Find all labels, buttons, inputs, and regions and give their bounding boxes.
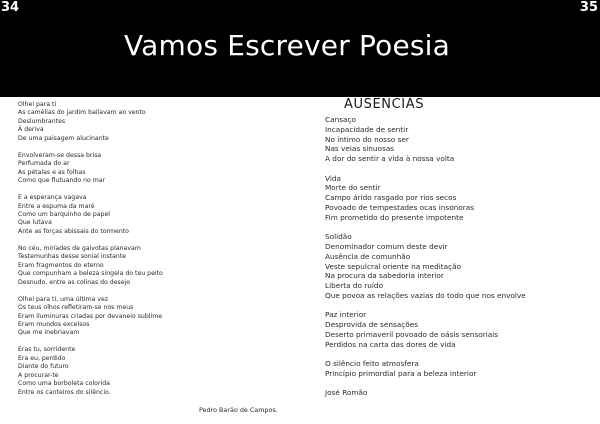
- poem-line: Perfumada do ar: [18, 160, 70, 168]
- poem-line: Perdidos na carta das dores de vida: [325, 339, 456, 349]
- stanza: [18, 101, 298, 143]
- poem-line: E a esperança vagava: [18, 194, 87, 202]
- poem-line: As camélias do jardim bailavam ao vento: [18, 109, 146, 117]
- poem-line: Entre a espuma da maré: [18, 202, 95, 210]
- poem-line: Eram mundos excelsos: [18, 320, 90, 328]
- poem-line: Que povoa as relações vazias do todo que nos envolve: [325, 290, 526, 300]
- stanza: [325, 310, 585, 349]
- poem-line: Morte do sentir: [325, 183, 381, 193]
- poem-line: Ante as forças abissais do tormento: [18, 227, 129, 235]
- right-poem-author: José Romão: [325, 388, 368, 398]
- stanza: [325, 232, 585, 301]
- page-number-right: 35: [579, 0, 598, 15]
- poem-line: Envolveram-se dessa brisa: [18, 151, 102, 159]
- poem-line: Deslumbrantes: [18, 117, 66, 125]
- poem-line: Como que flutuando no mar: [18, 177, 106, 185]
- stanza: [18, 194, 298, 236]
- poem-line: Incapacidade de sentir: [325, 124, 409, 134]
- stanza: [325, 115, 585, 164]
- poem-line: Veste sepulcral oriente na meditação: [325, 261, 462, 271]
- left-poem-author: Pedro Barão de Campos.: [199, 406, 278, 414]
- stanza: [18, 245, 298, 287]
- poem-line: Cansaço: [325, 115, 356, 124]
- poem-line: Nas veias sinuosas: [325, 144, 395, 154]
- poem-line: Paz interior: [325, 310, 367, 320]
- poem-line: Eram iluminuras criadas por devaneio sublime: [18, 312, 163, 320]
- poem-line: Entre os canteiros do silêncio.: [18, 388, 111, 396]
- right-poem: [325, 97, 585, 398]
- poem-line: À deriva: [18, 126, 44, 134]
- poem-line: Que compunham a beleza singela do teu peito: [18, 270, 163, 278]
- poem-line: Era eu, perdido: [18, 354, 66, 362]
- poem-line: Que me inebriavam: [18, 329, 80, 337]
- right-poem-title: AUSÊNCIAS: [344, 97, 425, 112]
- header-banner: [0, 0, 600, 97]
- right-poem-stanzas: [325, 115, 585, 379]
- poem-line: Desprovida de sensações: [325, 320, 419, 330]
- poem-line: A procurar-te: [18, 371, 59, 379]
- poem-line: O silêncio feito atmosfera: [325, 359, 419, 369]
- page-number-left: 34: [1, 0, 20, 15]
- stanza: [325, 174, 585, 223]
- poem-line: As pétalas e as folhas: [18, 168, 86, 176]
- poem-line: No íntimo do nosso ser: [325, 134, 409, 144]
- poem-line: Na procura da sabedoria interior: [325, 271, 444, 281]
- page-title: Vamos Escrever Poesia: [124, 29, 451, 62]
- stanza: [325, 359, 585, 379]
- poem-line: Eram fragmentos do eterno: [18, 261, 104, 269]
- poem-line: Solidão: [325, 232, 352, 242]
- poem-line: Campo árido rasgado por rios secos: [325, 193, 457, 203]
- poem-line: Como uma borboleta colorida: [18, 380, 110, 388]
- poem-line: Liberta do ruído: [325, 281, 384, 291]
- poem-line: Olhei para ti: [18, 101, 57, 108]
- poem-line: Povoado de tempestades ocas insonoras: [325, 202, 475, 212]
- poem-line: Diante do futuro: [18, 363, 69, 371]
- poem-line: Como um barquinho de papel: [18, 210, 110, 218]
- poem-line: Testemunhas desse sonial instante: [18, 253, 127, 261]
- poem-line: Deserto primaveril povoado de oásis sensoriais: [325, 329, 499, 339]
- left-poem: [18, 101, 298, 406]
- poem-line: De uma paisagem alucinante: [18, 134, 109, 142]
- poem-line: No céu, miríades de gaivotas planavam: [18, 244, 141, 252]
- poem-line: Vida: [325, 173, 341, 183]
- poem-line: Que lutava: [18, 219, 52, 227]
- poem-line: Fim prometido do presente impotente: [325, 212, 464, 222]
- stanza: [18, 346, 298, 397]
- poem-line: Ausência de comunhão: [325, 251, 411, 261]
- stanza: [18, 152, 298, 186]
- poem-line: Princípio primordial para a beleza interior: [325, 368, 477, 378]
- poem-line: Desnudo, entre as colinas do desejo: [18, 278, 131, 286]
- poem-line: Os teus olhos refletiram-se nos meus: [18, 304, 134, 312]
- stanza: [18, 296, 298, 338]
- poem-line: Olhei para ti, uma última vez: [18, 295, 109, 303]
- poem-line: Eras tu, sorridente: [18, 346, 76, 354]
- poem-line: Denominador comum deste devir: [325, 241, 448, 251]
- poem-line: A dor do sentir a vida à nossa volta: [325, 154, 455, 164]
